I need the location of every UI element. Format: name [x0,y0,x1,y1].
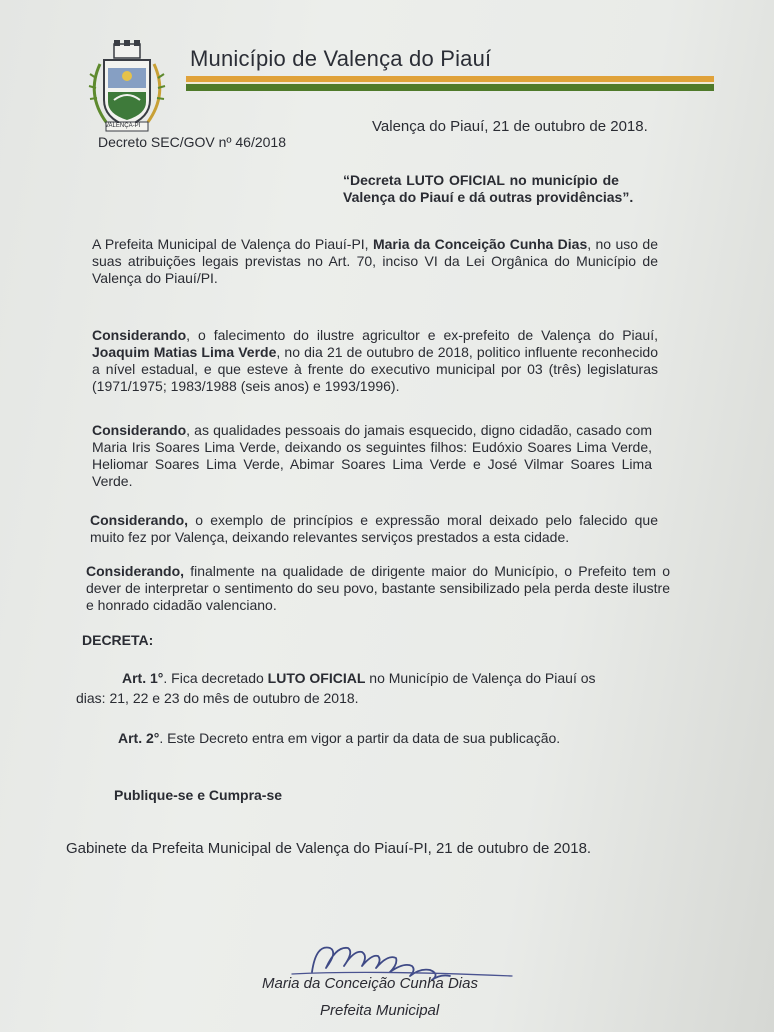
mayor-name: Maria da Conceição Cunha Dias [372,236,588,252]
considerando-4-lead: Considerando, [86,563,185,579]
signatory-name: Maria da Conceição Cunha Dias [262,975,478,992]
summary-line-1: “Decreta LUTO OFICIAL no município de [343,172,619,188]
considerando-1-text-b: , no dia 21 de outubro de 2018, politico influente reconhecido a nível estadual, e que esteve à frente do executivo municipal por 03 (três) legislaturas (1971/1975; 1983/1988 (seis anos) e 1993/1996). [92,344,658,394]
considerando-2-lead: Considerando [92,422,187,438]
intro-paragraph [92,236,658,287]
luto-oficial: LUTO OFICIAL [267,670,366,686]
considerando-1-text-a: , o falecimento do ilustre agricultor e ex-prefeito de Valença do Piauí, [186,327,658,343]
decreta-heading: DECRETA: [82,632,154,648]
gabinete-line: Gabinete da Prefeita Municipal de Valença do Piauí-PI, 21 de outubro de 2018. [66,840,592,857]
art-1-text-a: . Fica decretado [163,670,268,686]
considerando-1 [92,327,658,395]
art-1-line-1 [122,670,596,687]
art-1-text-b: no Município de Valença do Piauí os [365,670,596,686]
intro-text-a: A Prefeita Municipal de Valença do Piauí-PI, [92,236,373,252]
considerando-3-text: o exemplo de princípios e expressão moral deixado pelo falecido que muito fez por Valença, deixando relevantes serviços prestados a esta cidade. [90,512,658,545]
municipality-title: Município de Valença do Piauí [190,46,492,71]
art-1-label: Art. 1° [122,670,164,686]
considerando-1-lead: Considerando [92,327,187,343]
considerando-2 [92,422,652,490]
considerando-2-text: , as qualidades pessoais do jamais esquecido, digno cidadão, casado com Maria Iris Soares Lima Verde, deixando os seguintes filhos: Eudóxio Soares Lima Verde, Heliomar Soares Lima Verde, Abimar Soares Lima Verde e José Vilmar Soares Lima Verde. [92,422,652,489]
considerando-4-text: finalmente na qualidade de dirigente maior do Município, o Prefeito tem o dever de interpretar o sentimento do seu povo, bastante sensibilizado pela perda deste ilustre e honrado cidadão valenciano. [86,563,670,613]
considerando-4 [86,563,670,614]
summary-line-2: Valença do Piauí e dá outras providências”. [343,189,634,205]
crest-label: VALENÇA-PI [105,123,141,129]
art-2-label: Art. 2° [118,730,160,746]
intro-text-b: , no uso de suas atribuições legais previstas no Art. 70, inciso VI da Lei Orgânica do Município de Valença do Piauí/PI. [92,236,658,286]
considerando-3 [90,512,658,546]
art-1-line-2: dias: 21, 22 e 23 do mês de outubro de 2018. [76,690,359,706]
deceased-name: Joaquim Matias Lima Verde [92,344,277,360]
municipal-crest-icon [84,38,170,136]
art-2 [118,730,560,747]
decree-number: Decreto SEC/GOV nº 46/2018 [98,134,286,150]
place-date: Valença do Piauí, 21 de outubro de 2018. [372,118,648,135]
considerando-3-lead: Considerando, [90,512,189,528]
header-band-green [186,84,714,91]
closing-formula: Publique-se e Cumpra-se [114,787,283,803]
art-2-text: . Este Decreto entra em vigor a partir da data de sua publicação. [159,730,561,746]
signatory-title: Prefeita Municipal [320,1002,440,1019]
